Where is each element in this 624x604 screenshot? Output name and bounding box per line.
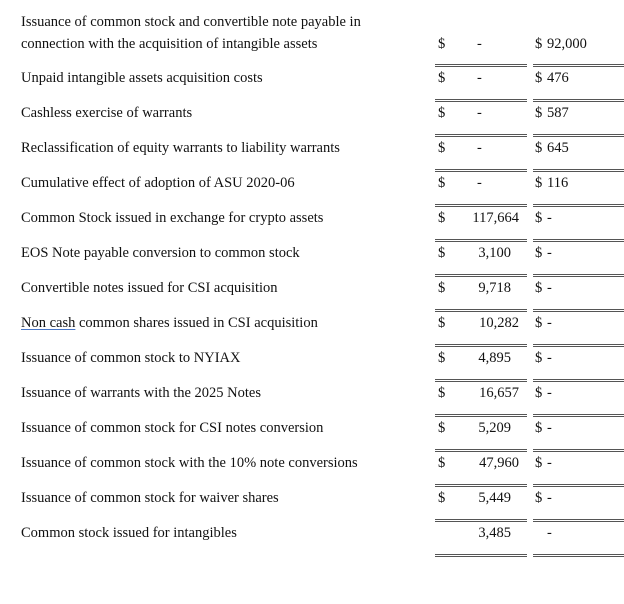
table-row <box>0 207 624 242</box>
col1-cell: $ 16,657 <box>438 385 519 401</box>
row-label: Issuance of common stock and convertible note payable in connection with the acquisition of intangible assets <box>21 14 361 52</box>
col2-cell: - <box>547 525 552 541</box>
row-label: Issuance of common stock for waiver shares <box>21 490 279 506</box>
col2-cell: $ - <box>535 490 552 506</box>
col2-cell: $ - <box>535 280 552 296</box>
row-label: Issuance of warrants with the 2025 Notes <box>21 385 261 401</box>
table-row <box>0 137 624 172</box>
row-label: Reclassification of equity warrants to liability warrants <box>21 140 340 156</box>
table-row <box>0 277 624 312</box>
row-label: EOS Note payable conversion to common stock <box>21 245 300 261</box>
col1-cell: $ - <box>438 70 482 86</box>
col2-cell: $ 476 <box>535 70 569 86</box>
table-row <box>0 102 624 137</box>
table-row <box>0 14 624 68</box>
col2-cell: $ - <box>535 245 552 261</box>
col1-cell: $ - <box>438 105 482 121</box>
col1-cell: $ - <box>438 175 482 191</box>
row-label: Cumulative effect of adoption of ASU 2020-06 <box>21 175 295 191</box>
col2-cell: $ - <box>535 315 552 331</box>
table-row <box>0 242 624 277</box>
col2-cell: $ - <box>535 385 552 401</box>
table-row <box>0 452 624 487</box>
col1-cell: $ 10,282 <box>438 315 519 331</box>
col2-cell: $ - <box>535 420 552 436</box>
col1-cell: $ 9,718 <box>438 280 511 296</box>
col2-cell: $ 116 <box>535 175 569 191</box>
col2-cell: $ - <box>535 350 552 366</box>
row-label: Unpaid intangible assets acquisition costs <box>21 70 263 86</box>
col1-cell: $ 5,449 <box>438 490 511 506</box>
col1-cell: $ - <box>438 36 482 52</box>
col1-cell: $ 47,960 <box>438 455 519 471</box>
col2-cell: $ 92,000 <box>535 36 587 52</box>
table-row <box>0 417 624 452</box>
table-row <box>0 172 624 207</box>
table-row <box>0 522 624 557</box>
col2-cell: $ - <box>535 455 552 471</box>
row-label: Issuance of common stock for CSI notes conversion <box>21 420 324 436</box>
table-row <box>0 312 624 347</box>
row-label: Common stock issued for intangibles <box>21 525 237 541</box>
double-rule <box>533 554 624 557</box>
col1-cell: $ 117,664 <box>438 210 519 226</box>
row-label: Issuance of common stock with the 10% note conversions <box>21 455 358 471</box>
table-row <box>0 382 624 417</box>
col1-cell: 3,485 <box>478 525 511 541</box>
col2-cell: $ - <box>535 210 552 226</box>
col1-cell: $ 4,895 <box>438 350 511 366</box>
row-label: Convertible notes issued for CSI acquisition <box>21 280 278 296</box>
row-label: Issuance of common stock to NYIAX <box>21 350 241 366</box>
table-row <box>0 487 624 522</box>
row-label: Non cash common shares issued in CSI acquisition <box>21 315 318 331</box>
spellcheck-underlined-text: Non cash <box>21 315 76 331</box>
col1-cell: $ 5,209 <box>438 420 511 436</box>
table-row <box>0 347 624 382</box>
row-label: Cashless exercise of warrants <box>21 105 193 121</box>
col1-cell: $ - <box>438 140 482 156</box>
table-row <box>0 67 624 102</box>
col2-cell: $ 587 <box>535 105 569 121</box>
double-rule <box>435 554 527 557</box>
row-label: Common Stock issued in exchange for crypto assets <box>21 210 324 226</box>
col2-cell: $ 645 <box>535 140 569 156</box>
col1-cell: $ 3,100 <box>438 245 511 261</box>
